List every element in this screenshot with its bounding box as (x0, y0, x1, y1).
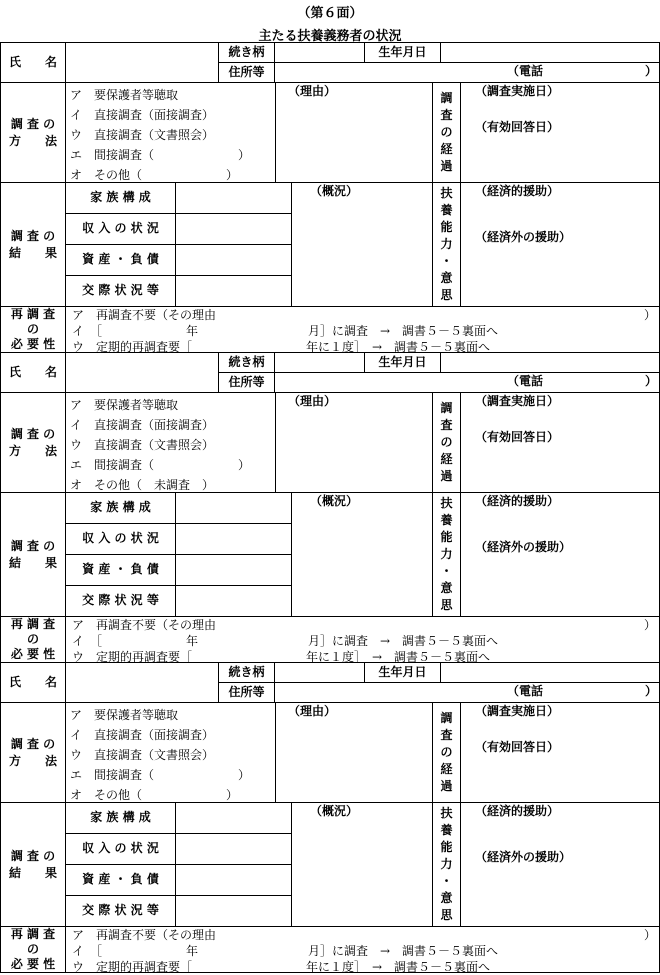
relation-field[interactable] (274, 662, 364, 682)
reason-field[interactable]: （理由） (275, 392, 432, 492)
income-field[interactable] (175, 523, 291, 554)
family-field[interactable] (175, 492, 291, 523)
form-title: 主たる扶養義務者の状況 (258, 29, 402, 44)
overview-field[interactable]: （概況） (291, 802, 432, 926)
method-item[interactable]: ア 要保護者等聴取 (70, 88, 179, 102)
assets-field[interactable] (175, 554, 291, 585)
name-label: 氏 名 (0, 662, 65, 702)
process-field[interactable] (460, 392, 660, 492)
assets-label: 資 産 ・ 負 債 (65, 554, 175, 585)
social-label: 交 際 状 況 等 (65, 585, 175, 616)
social-field[interactable] (175, 585, 291, 616)
address-field[interactable] (274, 62, 660, 82)
family-label: 家 族 構 成 (65, 492, 175, 523)
noneconomic-support-label: （経済外の援助） (475, 230, 572, 244)
reinvestigation-label: 再 調 査 の 必 要 性 (0, 306, 65, 352)
social-field[interactable] (175, 895, 291, 926)
noneconomic-support-label: （経済外の援助） (475, 850, 572, 864)
social-label: 交 際 状 況 等 (65, 275, 175, 306)
method-item[interactable]: ア 要保護者等聴取 (70, 398, 179, 412)
method-list (65, 82, 275, 182)
method-list (65, 702, 275, 802)
reason-field[interactable]: （理由） (275, 82, 432, 182)
reinvestigation-options (65, 306, 660, 352)
method-item[interactable]: ウ 直接調査（文書照会） (70, 438, 215, 452)
support-capacity-label: 扶 養 能 力 ・ 意 思 (432, 802, 460, 926)
name-field[interactable] (65, 662, 218, 702)
method-label: 調 査 の 方 法 (0, 82, 65, 182)
support-capacity-label: 扶 養 能 力 ・ 意 思 (432, 182, 460, 306)
method-item[interactable]: ア 要保護者等聴取 (70, 708, 179, 722)
method-item[interactable]: イ 直接調査（面接調査） (70, 418, 215, 432)
phone-label: （電話 (507, 64, 544, 78)
date-valid-reply-label: （有効回答日） (475, 740, 560, 754)
method-item[interactable]: イ 直接調査（面接調査） (70, 108, 215, 122)
address-field[interactable] (274, 682, 660, 702)
reason-field[interactable]: （理由） (275, 702, 432, 802)
reinv-option-a[interactable]: ア 再調査不要（その理由 ） (72, 928, 657, 942)
name-label: 氏 名 (0, 352, 65, 392)
address-label: 住所等 (218, 372, 274, 392)
page-number: （第６面） (297, 6, 363, 21)
block-bottom-rule (0, 972, 660, 973)
dependent-block (0, 352, 660, 662)
method-list (65, 392, 275, 492)
overview-field[interactable]: （概況） (291, 182, 432, 306)
result-label: 調 査 の 結 果 (0, 802, 65, 926)
method-item[interactable]: ウ 直接調査（文書照会） (70, 128, 215, 142)
relation-field[interactable] (274, 42, 364, 62)
name-field[interactable] (65, 42, 218, 82)
date-valid-reply-label: （有効回答日） (475, 120, 560, 134)
method-item[interactable]: オ その他（ ） (70, 168, 239, 182)
income-field[interactable] (175, 213, 291, 244)
birthdate-field[interactable] (440, 662, 660, 682)
assets-field[interactable] (175, 864, 291, 895)
relation-label: 続き柄 (218, 662, 274, 682)
process-label: 調 査 の 経 過 (432, 702, 460, 802)
method-item[interactable]: オ その他（ 未調査 ） (70, 478, 215, 492)
birthdate-field[interactable] (440, 42, 660, 62)
family-label: 家 族 構 成 (65, 802, 175, 833)
income-field[interactable] (175, 833, 291, 864)
assets-field[interactable] (175, 244, 291, 275)
method-item[interactable]: エ 間接調査（ ） (70, 458, 251, 472)
date-valid-reply-label: （有効回答日） (475, 430, 560, 444)
process-field[interactable] (460, 702, 660, 802)
support-capacity-label: 扶 養 能 力 ・ 意 思 (432, 492, 460, 616)
relation-label: 続き柄 (218, 352, 274, 372)
assets-label: 資 産 ・ 負 債 (65, 864, 175, 895)
process-label: 調 査 の 経 過 (432, 392, 460, 492)
reinv-option-u[interactable]: ウ 定期的再調査要［ 年に１度］ → 調書５－５裏面へ (72, 650, 491, 664)
method-item[interactable]: エ 間接調査（ ） (70, 148, 251, 162)
method-item[interactable]: イ 直接調査（面接調査） (70, 728, 215, 742)
reinv-option-u[interactable]: ウ 定期的再調査要［ 年に１度］ → 調書５－５裏面へ (72, 340, 491, 354)
method-item[interactable]: エ 間接調査（ ） (70, 768, 251, 782)
phone-close: ） (645, 64, 658, 78)
method-label: 調 査 の 方 法 (0, 702, 65, 802)
method-item[interactable]: オ その他（ ） (70, 788, 239, 802)
birthdate-label: 生年月日 (364, 42, 440, 62)
income-label: 収 入 の 状 況 (65, 523, 175, 554)
name-label: 氏 名 (0, 42, 65, 82)
dependent-block (0, 42, 660, 352)
address-label: 住所等 (218, 62, 274, 82)
family-label: 家 族 構 成 (65, 182, 175, 213)
date-conducted-label: （調査実施日） (475, 84, 560, 98)
phone-close: ） (645, 684, 658, 698)
relation-label: 続き柄 (218, 42, 274, 62)
phone-close: ） (645, 374, 658, 388)
income-label: 収 入 の 状 況 (65, 833, 175, 864)
family-field[interactable] (175, 802, 291, 833)
process-field[interactable] (460, 82, 660, 182)
method-label: 調 査 の 方 法 (0, 392, 65, 492)
birthdate-field[interactable] (440, 352, 660, 372)
income-label: 収 入 の 状 況 (65, 213, 175, 244)
support-field[interactable] (460, 182, 660, 306)
reinv-option-i[interactable]: イ ［ 年 月］に調査 → 調書５－５裏面へ (72, 634, 499, 648)
reinvestigation-options (65, 926, 660, 972)
reinvestigation-label: 再 調 査 の 必 要 性 (0, 926, 65, 972)
process-label: 調 査 の 経 過 (432, 82, 460, 182)
result-label: 調 査 の 結 果 (0, 492, 65, 616)
phone-label: （電話 (507, 374, 544, 388)
result-label: 調 査 の 結 果 (0, 182, 65, 306)
overview-field[interactable]: （概況） (291, 492, 432, 616)
assets-label: 資 産 ・ 負 債 (65, 244, 175, 275)
reinv-option-u[interactable]: ウ 定期的再調査要［ 年に１度］ → 調書５－５裏面へ (72, 960, 491, 974)
reinv-option-a[interactable]: ア 再調査不要（その理由 ） (72, 618, 657, 632)
relation-field[interactable] (274, 352, 364, 372)
reinvestigation-options (65, 616, 660, 662)
reinv-option-a[interactable]: ア 再調査不要（その理由 ） (72, 308, 657, 322)
address-field[interactable] (274, 372, 660, 392)
address-label: 住所等 (218, 682, 274, 702)
reinv-option-i[interactable]: イ ［ 年 月］に調査 → 調書５－５裏面へ (72, 944, 499, 958)
method-item[interactable]: ウ 直接調査（文書照会） (70, 748, 215, 762)
economic-support-label: （経済的援助） (475, 184, 560, 198)
family-field[interactable] (175, 182, 291, 213)
phone-label: （電話 (507, 684, 544, 698)
support-field[interactable] (460, 802, 660, 926)
dependent-block (0, 662, 660, 972)
support-field[interactable] (460, 492, 660, 616)
birthdate-label: 生年月日 (364, 352, 440, 372)
date-conducted-label: （調査実施日） (475, 394, 560, 408)
economic-support-label: （経済的援助） (475, 494, 560, 508)
reinv-option-i[interactable]: イ ［ 年 月］に調査 → 調書５－５裏面へ (72, 324, 499, 338)
name-field[interactable] (65, 352, 218, 392)
social-label: 交 際 状 況 等 (65, 895, 175, 926)
birthdate-label: 生年月日 (364, 662, 440, 682)
noneconomic-support-label: （経済外の援助） (475, 540, 572, 554)
reinvestigation-label: 再 調 査 の 必 要 性 (0, 616, 65, 662)
date-conducted-label: （調査実施日） (475, 704, 560, 718)
economic-support-label: （経済的援助） (475, 804, 560, 818)
social-field[interactable] (175, 275, 291, 306)
